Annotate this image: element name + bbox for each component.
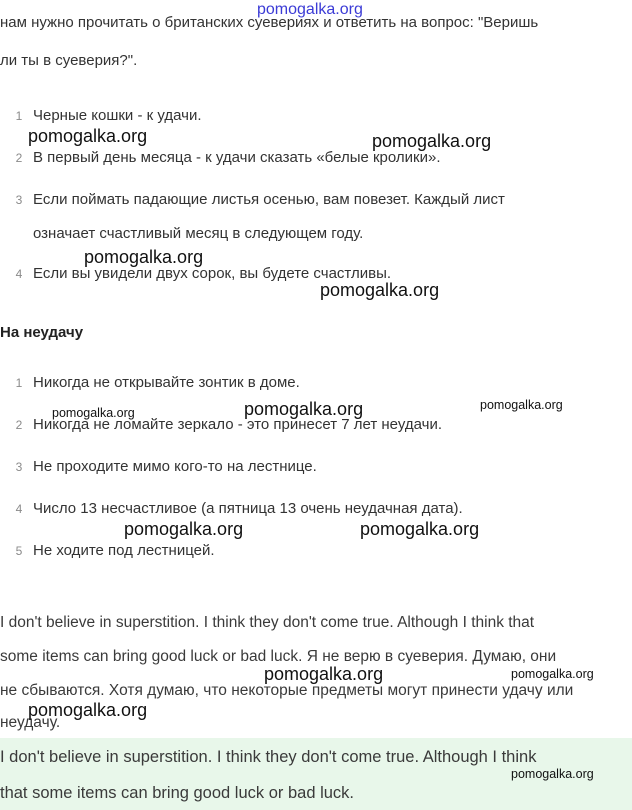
section-heading: На неудачу <box>0 324 84 341</box>
watermark: pomogalka.org <box>511 667 594 681</box>
list-item: Не ходите под лестницей. <box>33 542 215 559</box>
watermark: pomogalka.org <box>372 131 492 151</box>
highlighted-line: that some items can bring good luck or bad luck. <box>0 784 355 802</box>
watermark: pomogalka.org <box>264 664 384 684</box>
watermark: pomogalka.org <box>244 399 364 419</box>
intro-line-1: нам нужно прочитать о британских суевериях и ответить на вопрос: "Веришь <box>0 14 539 31</box>
list-item: В первый день месяца - к удачи сказать «белые кролики». <box>33 149 441 166</box>
watermark: pomogalka.org <box>28 700 148 720</box>
list-item: Если поймать падающие листья осенью, вам повезет. Каждый лист <box>33 191 505 208</box>
paragraph-line: some items can bring good luck or bad luck. Я не верю в суеверия. Думаю, они <box>0 648 557 665</box>
watermark: pomogalka.org <box>52 406 135 420</box>
paragraph-line: I don't believe in superstition. I think they don't come true. Although I think that <box>0 614 535 631</box>
list-item: Никогда не открывайте зонтик в доме. <box>33 374 300 391</box>
list-item: Никогда не ломайте зеркало - это принесет 7 лет неудачи. <box>33 416 442 433</box>
intro-line-2: ли ты в суеверия?". <box>0 52 138 69</box>
list-item: Если вы увидели двух сорок, вы будете счастливы. <box>33 265 392 282</box>
list-item: Число 13 несчастливое (а пятница 13 очень неудачная дата). <box>33 500 463 517</box>
list-item: Не проходите мимо кого-то на лестнице. <box>33 458 317 475</box>
watermark: pomogalka.org <box>320 280 440 300</box>
list-number: 3 <box>15 460 23 474</box>
list-number: 1 <box>15 376 23 390</box>
list-item: Черные кошки - к удачи. <box>33 107 202 124</box>
list-number: 3 <box>15 193 23 207</box>
watermark: pomogalka.org <box>480 398 563 412</box>
watermark: pomogalka.org <box>28 126 148 146</box>
watermark: pomogalka.org <box>84 247 204 267</box>
list-item-continuation: означает счастливый месяц в следующем году. <box>33 225 364 242</box>
list-number: 5 <box>15 544 23 558</box>
paragraph-line: неудачу. <box>0 714 61 731</box>
list-number: 2 <box>15 151 23 165</box>
watermark: pomogalka.org <box>511 767 594 781</box>
watermark-top: pomogalka.org <box>257 1 363 18</box>
list-number: 4 <box>15 267 23 281</box>
paragraph-line: не сбываются. Хотя думаю, что некоторые предметы могут принести удачу или <box>0 682 574 699</box>
list-number: 4 <box>15 502 23 516</box>
watermark: pomogalka.org <box>360 519 480 539</box>
watermark: pomogalka.org <box>124 519 244 539</box>
highlighted-line: I don't believe in superstition. I think they don't come true. Although I think <box>0 748 537 766</box>
list-number: 2 <box>15 418 23 432</box>
list-number: 1 <box>15 109 23 123</box>
